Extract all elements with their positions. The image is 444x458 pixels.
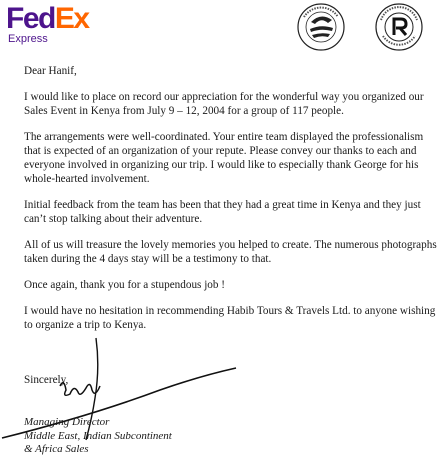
paragraph-arrangements: The arrangements were well-coordinated. Your entire team displayed the professionalism that is expected of an organization of your repute. Please convey our thanks to each and everyone involved in organizing our trip. I would like to especially thank George for his whole-hearted involvement. — [24, 131, 424, 185]
closing: Sincerely, — [24, 374, 69, 386]
fedex-logo — [6, 4, 89, 45]
fedex-wordmark — [6, 4, 89, 34]
logo-ex-text: Ex — [54, 2, 89, 35]
paragraph-feedback: Initial feedback from the team has been that they had a great time in Kenya and they just can’t stop talking about their adventure. — [24, 199, 421, 225]
signatory-title — [24, 416, 172, 457]
paragraph-recommendation: I would have no hesitation in recommending Habib Tours & Travels Ltd. to anyone wishing to organize a trip to Kenya. — [24, 305, 436, 331]
title-line-region: Middle East, Indian Subcontinent — [24, 429, 172, 442]
salutation: Dear Hanif, — [24, 65, 77, 77]
paragraph-memories: All of us will treasure the lovely memories you helped to create. The numerous photographs taken during the 4 days stay will be a testimony to that. — [24, 239, 437, 265]
quality-seal-icon — [296, 2, 346, 52]
paragraph-appreciation: I would like to place on record our appreciation for the wonderful way you organized our Sales Event in Kenya from July 9 – 12, 2004 for a group of 117 people. — [24, 91, 424, 117]
title-line-sales: & Africa Sales — [24, 443, 89, 455]
registered-quality-seal-icon — [374, 2, 424, 52]
logo-fed-text: Fed — [6, 2, 55, 35]
title-line-role: Managing Director — [24, 416, 110, 428]
paragraph-thanks: Once again, thank you for a stupendous job ! — [24, 279, 226, 291]
logo-subtitle: Express — [8, 33, 48, 45]
letter-body — [24, 64, 440, 344]
